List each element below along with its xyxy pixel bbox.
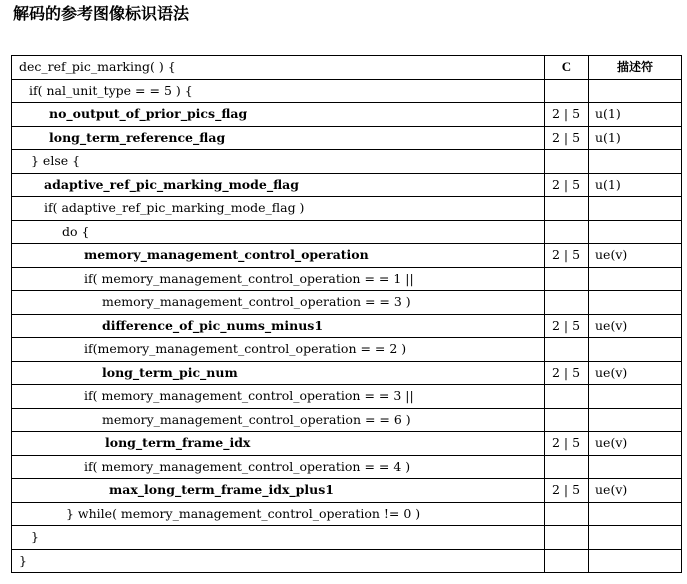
syntax-cell: if( nal_unit_type = = 5 ) { [12,79,545,103]
descriptor-cell [589,291,682,315]
c-cell: 2 | 5 [545,432,589,456]
c-cell [545,197,589,221]
table-row [12,455,682,479]
syntax-element-cell: long_term_frame_idx [12,432,545,456]
c-cell [545,79,589,103]
table-header-row [12,56,682,80]
syntax-element-cell: max_long_term_frame_idx_plus1 [12,479,545,503]
syntax-cell: if( adaptive_ref_pic_marking_mode_flag ) [12,197,545,221]
descriptor-cell [589,150,682,174]
table-row [12,267,682,291]
table-row [12,408,682,432]
syntax-element-cell: long_term_reference_flag [12,126,545,150]
page-title: 解码的参考图像标识语法 [13,4,190,23]
table-row [12,291,682,315]
descriptor-cell [589,549,682,573]
descriptor-cell: u(1) [589,173,682,197]
c-cell [545,408,589,432]
descriptor-cell: ue(v) [589,479,682,503]
c-cell [545,150,589,174]
syntax-element-cell: no_output_of_prior_pics_flag [12,103,545,127]
descriptor-cell [589,79,682,103]
syntax-cell: if(memory_management_control_operation = = 2 ) [12,338,545,362]
c-cell [545,549,589,573]
header-descriptor: 描述符 [589,56,682,80]
c-cell: 2 | 5 [545,103,589,127]
table-row [12,338,682,362]
syntax-cell: } else { [12,150,545,174]
descriptor-cell [589,267,682,291]
descriptor-cell [589,220,682,244]
header-c: C [545,56,589,80]
table-row [12,361,682,385]
syntax-element-cell: long_term_pic_num [12,361,545,385]
table-row [12,126,682,150]
table-row [12,526,682,550]
syntax-cell: } [12,549,545,573]
c-cell: 2 | 5 [545,479,589,503]
syntax-cell: memory_management_control_operation = = 3 ) [12,291,545,315]
table-row [12,197,682,221]
table-row [12,79,682,103]
table-row [12,385,682,409]
descriptor-cell: ue(v) [589,244,682,268]
syntax-cell: memory_management_control_operation = = 6 ) [12,408,545,432]
c-cell [545,385,589,409]
descriptor-cell [589,408,682,432]
syntax-cell: if( memory_management_control_operation = = 4 ) [12,455,545,479]
table-row [12,314,682,338]
table-row [12,103,682,127]
descriptor-cell: ue(v) [589,432,682,456]
syntax-cell: if( memory_management_control_operation = = 3 || [12,385,545,409]
table-row [12,502,682,526]
descriptor-cell [589,526,682,550]
descriptor-cell [589,385,682,409]
table-row [12,220,682,244]
c-cell: 2 | 5 [545,361,589,385]
descriptor-cell: u(1) [589,126,682,150]
table-row [12,244,682,268]
descriptor-cell: u(1) [589,103,682,127]
descriptor-cell [589,502,682,526]
c-cell [545,338,589,362]
c-cell [545,267,589,291]
c-cell: 2 | 5 [545,314,589,338]
c-cell [545,526,589,550]
table-row [12,479,682,503]
c-cell [545,455,589,479]
header-syntax: dec_ref_pic_marking( ) { [12,56,545,80]
descriptor-cell: ue(v) [589,361,682,385]
table-row [12,549,682,573]
table-row [12,150,682,174]
syntax-cell: } while( memory_management_control_operation != 0 ) [12,502,545,526]
c-cell [545,291,589,315]
c-cell: 2 | 5 [545,173,589,197]
syntax-element-cell: adaptive_ref_pic_marking_mode_flag [12,173,545,197]
table-row [12,432,682,456]
descriptor-cell [589,197,682,221]
table-row [12,173,682,197]
syntax-element-cell: memory_management_control_operation [12,244,545,268]
c-cell: 2 | 5 [545,244,589,268]
syntax-cell: if( memory_management_control_operation = = 1 || [12,267,545,291]
syntax-element-cell: difference_of_pic_nums_minus1 [12,314,545,338]
descriptor-cell: ue(v) [589,314,682,338]
syntax-cell: do { [12,220,545,244]
c-cell: 2 | 5 [545,126,589,150]
descriptor-cell [589,338,682,362]
syntax-cell: } [12,526,545,550]
c-cell [545,502,589,526]
syntax-table [11,55,682,573]
descriptor-cell [589,455,682,479]
c-cell [545,220,589,244]
